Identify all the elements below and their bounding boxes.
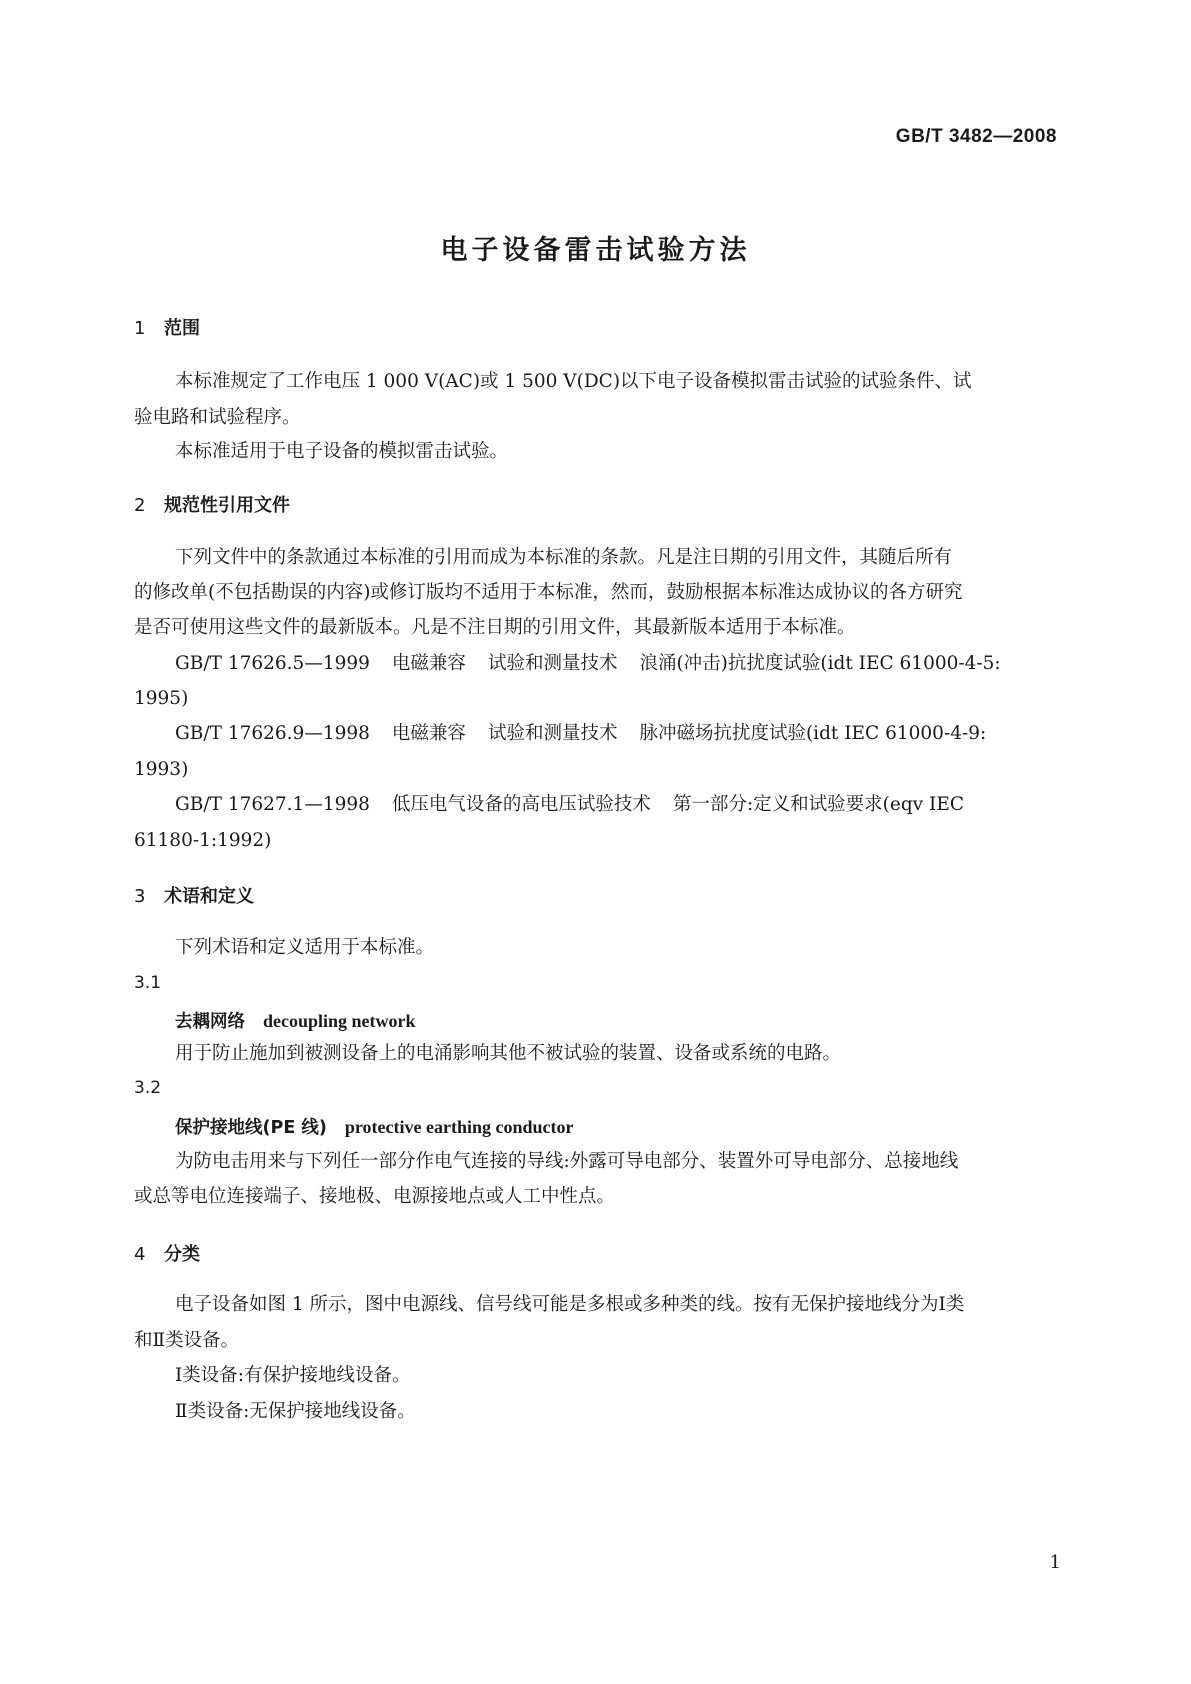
paragraph: 本标准适用于电子设备的模拟雷击试验。 — [175, 441, 509, 462]
term-number: 3.1 — [134, 973, 162, 993]
section-number: 1 — [134, 318, 146, 339]
reference-continuation: 1995) — [134, 688, 189, 709]
page-number: 1 — [1049, 1552, 1061, 1573]
reference-code: GB/T 17626.9—1998 — [175, 723, 370, 744]
class-1-item: Ⅰ类设备:有保护接地线设备。 — [175, 1365, 411, 1386]
section-title: 范围 — [164, 318, 200, 339]
section-4-heading — [134, 1240, 200, 1266]
reference-code: GB/T 17626.5—1999 — [175, 653, 370, 674]
term-zh: 保护接地线(PE 线) — [175, 1118, 327, 1138]
paragraph: 电子设备如图 1 所示，图中电源线、信号线可能是多根或多种类的线。按有无保护接地线分为Ⅰ类 — [175, 1294, 965, 1315]
paragraph: 下列术语和定义适用于本标准。 — [175, 937, 435, 958]
term-en: decoupling network — [263, 1011, 416, 1031]
paragraph: 本标准规定了工作电压 1 000 V(AC)或 1 500 V(DC)以下电子设备模拟雷击试验的试验条件、试 — [175, 371, 972, 392]
term-heading — [175, 1114, 574, 1139]
term-number: 3.2 — [134, 1078, 162, 1098]
section-title: 分类 — [164, 1244, 200, 1265]
section-number: 4 — [134, 1244, 146, 1265]
term-en: protective earthing conductor — [344, 1117, 574, 1137]
paragraph: 是否可使用这些文件的最新版本。凡是不注日期的引用文件，其最新版本适用于本标准。 — [134, 617, 856, 638]
standard-code: GB/T 3482—2008 — [895, 126, 1057, 147]
term-definition: 用于防止施加到被测设备上的电涌影响其他不被试验的装置、设备或系统的电路。 — [175, 1043, 842, 1064]
section-number: 3 — [134, 886, 146, 907]
reference-item: GB/T 17626.9—1998 电磁兼容 试验和测量技术 脉冲磁场抗扰度试验(idt IEC 61000-4-9: — [175, 723, 987, 744]
section-3-heading — [134, 882, 254, 908]
section-title: 术语和定义 — [164, 886, 254, 907]
reference-continuation: 1993) — [134, 759, 189, 780]
paragraph: 下列文件中的条款通过本标准的引用而成为本标准的条款。凡是注日期的引用文件，其随后所有 — [175, 547, 953, 568]
reference-item: GB/T 17627.1—1998 低压电气设备的高电压试验技术 第一部分:定义和试验要求(eqv IEC — [175, 794, 964, 815]
term-zh: 去耦网络 — [175, 1012, 245, 1032]
term-heading — [175, 1008, 416, 1033]
document-title: 电子设备雷击试验方法 — [440, 235, 751, 266]
section-number: 2 — [134, 495, 146, 516]
paragraph: 和Ⅱ类设备。 — [134, 1330, 240, 1351]
section-title: 规范性引用文件 — [164, 495, 290, 516]
reference-code: GB/T 17627.1—1998 — [175, 794, 370, 815]
section-2-heading — [134, 491, 290, 517]
reference-continuation: 61180-1:1992) — [134, 830, 272, 851]
term-definition: 或总等电位连接端子、接地极、电源接地点或人工中性点。 — [134, 1186, 616, 1207]
section-1-heading — [134, 314, 200, 340]
term-definition: 为防电击用来与下列任一部分作电气连接的导线:外露可导电部分、装置外可导电部分、总接地线 — [175, 1151, 959, 1172]
paragraph: 的修改单(不包括勘误的内容)或修订版均不适用于本标准，然而，鼓励根据本标准达成协议的各方研究 — [134, 582, 963, 603]
paragraph: 验电路和试验程序。 — [134, 407, 301, 428]
class-2-item: Ⅱ类设备:无保护接地线设备。 — [175, 1401, 416, 1422]
reference-item: GB/T 17626.5—1999 电磁兼容 试验和测量技术 浪涌(冲击)抗扰度试验(idt IEC 61000-4-5: — [175, 653, 1001, 674]
